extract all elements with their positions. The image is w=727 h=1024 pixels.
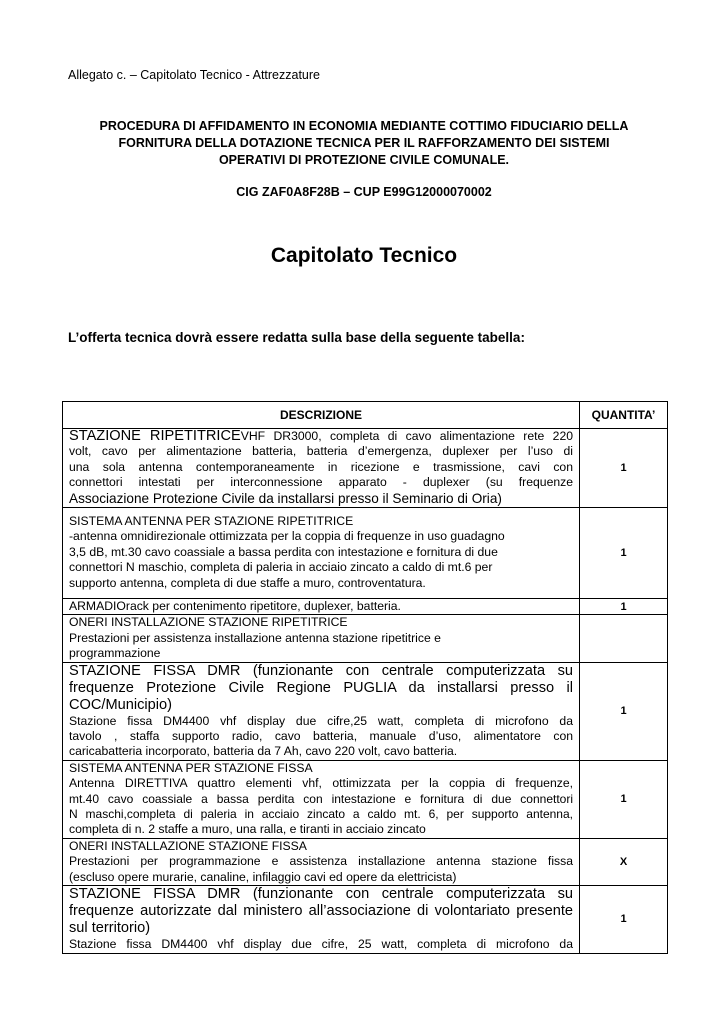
quantity-cell: 1: [580, 760, 668, 838]
table-header-row: [63, 402, 668, 429]
table-row: [63, 599, 668, 615]
description-line: Associazione Protezione Civile da installarsi presso il Seminario di Oria): [69, 490, 502, 506]
description-line: -antenna omnidirezionale ottimizzata per la coppia di frequenze in uso guadagno: [69, 529, 505, 544]
quantity-cell: 1: [580, 508, 668, 599]
description-line: Antenna DIRETTIVA quattro elementi vhf, ottimizzata per la coppia di frequenze,: [69, 776, 573, 791]
table-row: [63, 838, 668, 885]
description-cell: [63, 508, 580, 599]
cig-cup-code: CIG ZAF0A8F28B – CUP E99G12000070002: [236, 185, 492, 199]
description-line: 3,5 dB, mt.30 cavo coassiale a bassa perdita con intestazione e fornitura di due: [69, 544, 498, 559]
description-header: DESCRIZIONE: [63, 402, 580, 429]
description-line: SISTEMA ANTENNA PER STAZIONE RIPETITRICE: [69, 514, 354, 528]
item-lead-line: STAZIONE FISSA DMR (funzionante con centrale computerizzata su: [69, 662, 573, 679]
quantity-cell: 1: [580, 599, 668, 615]
description-line: Stazione fissa DM4400 vhf display due cifre,25 watt, completa di microfono da: [69, 713, 573, 728]
item-lead-line: frequenze Protezione Civile Regione PUGLIA da installarsi presso il: [69, 679, 573, 696]
item-lead-line: STAZIONE FISSA DMR (funzionante con centrale computerizzata su: [69, 886, 573, 903]
item-lead: STAZIONE RIPETITRICE: [69, 428, 241, 444]
description-line: supporto antenna, completa di due staffe a muro, controventatura.: [69, 575, 426, 590]
description-line: ARMADIOrack per contenimento ripetitore, duplexer, batteria.: [69, 599, 401, 613]
quantity-cell: 1: [580, 662, 668, 760]
description-line: Stazione fissa DM4400 vhf display due cifre, 25 watt, completa di microfono da: [69, 937, 573, 952]
description-cell: [63, 760, 580, 838]
table-row: [63, 429, 668, 508]
quantity-cell: 1: [580, 886, 668, 953]
item-lead-line: sul territorio): [69, 920, 151, 937]
description-line: (escluso opere murarie, canaline, infilaggio cavi ed opere da elettricista): [69, 869, 457, 884]
description-line: completa di n. 2 staffe a muro, una ralla, e tiranti in acciaio zincato: [69, 822, 426, 837]
intro-text: L’offerta tecnica dovrà essere redatta sulla base della seguente tabella:: [68, 330, 525, 345]
item-lead-line: COC/Municipio): [69, 696, 172, 713]
table-row: [63, 508, 668, 599]
quantity-header: QUANTITA’: [580, 402, 668, 429]
procedure-title: [68, 118, 660, 169]
description-cell: [63, 615, 580, 662]
description-line: VHF DR3000, completa di cavo alimentazione rete 220: [240, 429, 573, 443]
table-row: [63, 760, 668, 838]
description-cell: [63, 662, 580, 760]
description-line: ONERI INSTALLAZIONE STAZIONE FISSA: [69, 838, 307, 853]
description-cell: [63, 838, 580, 885]
description-line: volt, cavo per alimentazione batteria, batteria d’emergenza, duplexer per l’uso di: [69, 444, 573, 459]
procedure-title-line: PROCEDURA DI AFFIDAMENTO IN ECONOMIA MEDIANTE COTTIMO FIDUCIARIO DELLA: [99, 119, 629, 133]
description-line: una sola antenna contemporaneamente in ricezione e trasmissione, cavi con: [69, 459, 573, 474]
quantity-cell: [580, 615, 668, 662]
table-row: [63, 886, 668, 953]
procedure-title-line: FORNITURA DELLA DOTAZIONE TECNICA PER IL RAFFORZAMENTO DEI SISTEMI: [118, 136, 610, 150]
description-line: programmazione: [69, 646, 161, 661]
description-cell: [63, 599, 580, 615]
description-line: caricabatteria incorporato, batteria da 7 Ah, cavo 220 volt, cavo batteria.: [69, 744, 458, 759]
description-line: Prestazioni per assistenza installazione antenna stazione ripetitrice e: [69, 630, 441, 645]
item-lead-line: frequenze autorizzate dal ministero all’associazione di volontariato presente: [69, 903, 573, 920]
attachment-note: Allegato c. – Capitolato Tecnico - Attrezzature: [68, 68, 320, 82]
document-title: Capitolato Tecnico: [270, 244, 458, 267]
description-cell: [63, 886, 580, 953]
description-line: connettori intestati per interconnessione apparato - duplexer (su frequenze: [69, 475, 573, 490]
description-line: tavolo , staffa supporto radio, cavo batteria, manuale d’uso, alimentatore con: [69, 729, 573, 744]
table-row: [63, 615, 668, 662]
quantity-cell: X: [580, 838, 668, 885]
description-line: mt.40 cavo coassiale a bassa perdita con intestazione e fornitura di due connettori: [69, 791, 573, 806]
description-line: ONERI INSTALLAZIONE STAZIONE RIPETITRICE: [69, 615, 348, 630]
description-line: Prestazioni per programmazione e assistenza installazione antenna stazione fissa: [69, 854, 573, 869]
table-row: [63, 662, 668, 760]
description-line: SISTEMA ANTENNA PER STAZIONE FISSA: [69, 760, 313, 775]
description-cell: [63, 429, 580, 508]
quantity-cell: 1: [580, 429, 668, 508]
specification-table: [62, 401, 668, 954]
description-line: connettori N maschio, completa di paleria in acciaio zincato a caldo di mt.6 per: [69, 560, 493, 575]
description-line: N maschi,completa di paleria in acciaio zincato a caldo mt. 6, per supporto antenna,: [69, 807, 573, 822]
procedure-title-line: OPERATIVI DI PROTEZIONE CIVILE COMUNALE.: [218, 153, 510, 167]
